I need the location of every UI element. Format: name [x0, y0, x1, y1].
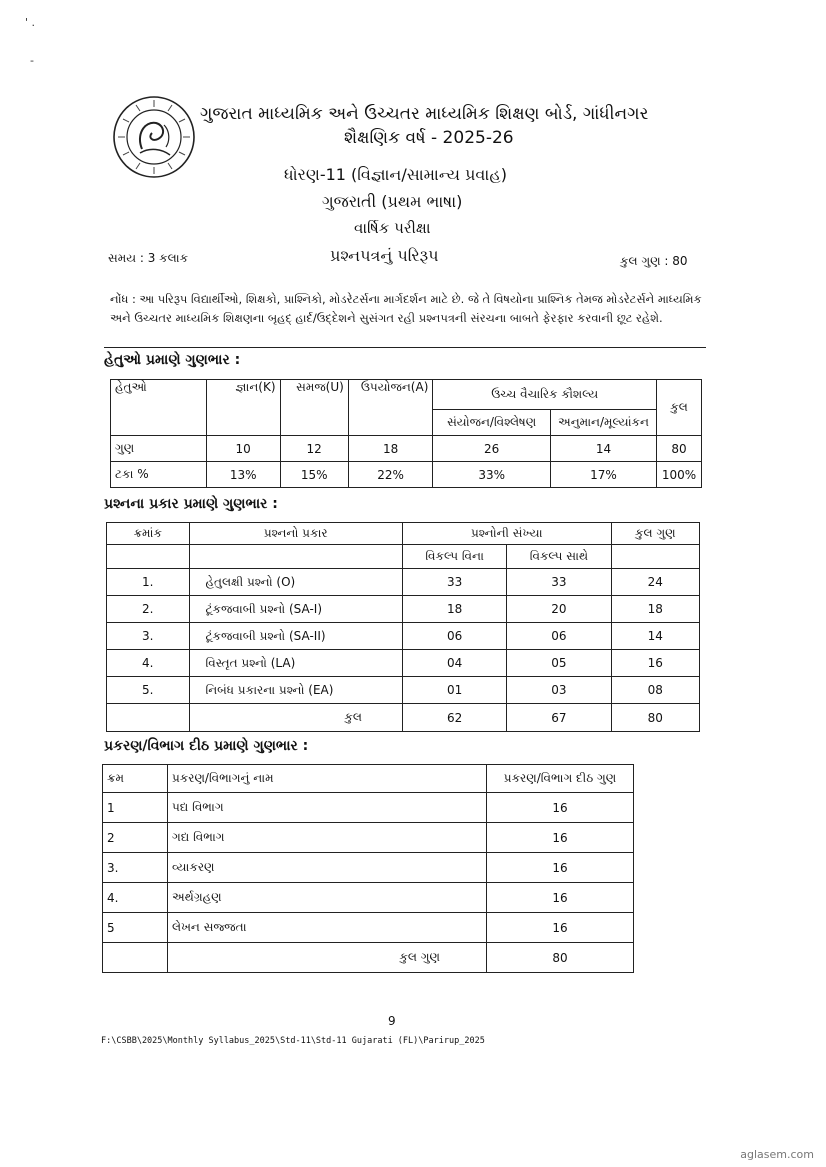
academic-year: શૈક્ષણિક વર્ષ - 2025-26 — [344, 128, 514, 148]
sections-title: પ્રકરણ/વિભાગ દીઠ પ્રમાણે ગુણભાર : — [104, 738, 309, 754]
table-row — [103, 913, 634, 943]
col-serial: ક્રમ — [103, 765, 168, 793]
table-row — [103, 823, 634, 853]
objectives-title: હેતુઓ પ્રમાણે ગુણભાર : — [104, 352, 241, 368]
cell: વિસ્તૃત પ્રશ્નો (LA) — [189, 650, 402, 677]
col-without-option: વિકલ્પ વિના — [402, 545, 506, 569]
cell: 16 — [487, 883, 634, 913]
cell: 5. — [107, 677, 190, 704]
cell: 12 — [280, 436, 348, 462]
col-evaluation: અનુમાન/મૂલ્યાંકન — [550, 410, 656, 436]
cell: 06 — [402, 623, 506, 650]
cell: 1 — [103, 793, 168, 823]
cell: 14 — [550, 436, 656, 462]
cell: પદ્ય વિભાગ — [168, 793, 487, 823]
cell: 01 — [402, 677, 506, 704]
total-label: કુલ — [189, 704, 402, 732]
cell: ગદ્ય વિભાગ — [168, 823, 487, 853]
cell: અર્થગ્રહણ — [168, 883, 487, 913]
question-types-table — [106, 522, 700, 732]
cell: 33 — [402, 569, 506, 596]
cell: 20 — [507, 596, 611, 623]
cell: 33 — [507, 569, 611, 596]
board-name: ગુજરાત માધ્યમિક અને ઉચ્ચતર માધ્યમિક શિક્ષણ બોર્ડ, ગાંધીનગર — [200, 104, 649, 124]
cell: 33% — [433, 462, 551, 488]
cell: 16 — [487, 913, 634, 943]
cell: ટૂંકજવાબી પ્રશ્નો (SA-II) — [189, 623, 402, 650]
col-question-count: પ્રશ્નોની સંખ્યા — [402, 523, 611, 545]
table-row — [107, 596, 700, 623]
scan-mark: ' . — [25, 16, 36, 29]
col-knowledge: જ્ઞાન(K) — [206, 380, 280, 436]
cell: 67 — [507, 704, 611, 732]
cell: લેખન સજ્જતા — [168, 913, 487, 943]
cell: 22% — [348, 462, 433, 488]
table-row — [107, 623, 700, 650]
col-total: કુલ — [657, 380, 702, 436]
cell: 2 — [103, 823, 168, 853]
cell: 4. — [103, 883, 168, 913]
cell: 26 — [433, 436, 551, 462]
col-objective: હેતુઓ — [111, 380, 207, 436]
objectives-table — [110, 379, 702, 488]
cell: 18 — [402, 596, 506, 623]
col-total-marks: કુલ ગુણ — [611, 523, 699, 545]
cell: 2. — [107, 596, 190, 623]
standard-title: ધોરણ-11 (વિજ્ઞાન/સામાન્ય પ્રવાહ) — [284, 165, 507, 184]
cell: નિબંધ પ્રકારના પ્રશ્નો (EA) — [189, 677, 402, 704]
cell: 80 — [611, 704, 699, 732]
cell: હેતુલક્ષી પ્રશ્નો (O) — [189, 569, 402, 596]
note-text: નોંધ : આ પરિરૂપ વિદ્યાર્થીઓ, શિક્ષકો, પ્રાશ્નિકો, મોડરેટર્સના માર્ગદર્શન માટે છે. જે તે વિષયોના પ્રાશ્નિક તેમજ મોડરેટર્સને માધ્યમિક અને ઉચ્ચતર માધ્યમિક શિક્ષણના બૃહદ્ હાર્દ/ઉદ્દેશને સુસંગત રહી પ્રશ્નપત્રની સંરચના બાબતે ફેરફાર કરવાની છૂટ રહેશે. — [110, 292, 702, 325]
col-application: ઉપયોજન(A) — [348, 380, 433, 436]
cell: 16 — [487, 823, 634, 853]
question-types-title: પ્રશ્નના પ્રકાર પ્રમાણે ગુણભાર : — [104, 496, 278, 512]
cell: 16 — [487, 853, 634, 883]
page-number: 9 — [388, 1014, 396, 1028]
col-section-name: પ્રકરણ/વિભાગનું નામ — [168, 765, 487, 793]
exam-total-marks: કુલ ગુણ : 80 — [620, 254, 688, 268]
col-section-marks: પ્રકરણ/વિભાગ દીઠ ગુણ — [487, 765, 634, 793]
scan-mark: - — [30, 54, 34, 67]
subject-title: ગુજરાતી (પ્રથમ ભાષા) — [322, 192, 463, 211]
table-row — [103, 793, 634, 823]
cell: 17% — [550, 462, 656, 488]
cell: 80 — [657, 436, 702, 462]
total-row — [103, 943, 634, 973]
table-row — [111, 436, 702, 462]
total-row — [107, 704, 700, 732]
cell: 15% — [280, 462, 348, 488]
cell: 5 — [103, 913, 168, 943]
exam-title: વાર્ષિક પરીક્ષા — [354, 219, 431, 237]
blueprint-title: પ્રશ્નપત્રનું પરિરૂપ — [330, 246, 439, 265]
col-analysis: સંયોજન/વિશ્લેષણ — [433, 410, 551, 436]
cell: 18 — [348, 436, 433, 462]
sections-table — [102, 764, 634, 973]
col-hots: ઉચ્ચ વૈચારિક કૌશલ્ય — [433, 380, 657, 410]
col-with-option: વિકલ્પ સાથે — [507, 545, 611, 569]
cell: 3. — [107, 623, 190, 650]
cell: 16 — [487, 793, 634, 823]
table-row — [107, 677, 700, 704]
cell: 13% — [206, 462, 280, 488]
cell: 14 — [611, 623, 699, 650]
cell: 08 — [611, 677, 699, 704]
col-understanding: સમજ(U) — [280, 380, 348, 436]
cell: 04 — [402, 650, 506, 677]
cell: ગુણ — [111, 436, 207, 462]
exam-time: સમય : 3 કલાક — [108, 251, 189, 265]
cell: 05 — [507, 650, 611, 677]
board-seal-logo — [112, 95, 196, 179]
cell: 18 — [611, 596, 699, 623]
cell: 10 — [206, 436, 280, 462]
cell: 62 — [402, 704, 506, 732]
table-row — [107, 569, 700, 596]
cell: 3. — [103, 853, 168, 883]
table-row — [107, 650, 700, 677]
watermark: aglasem.com — [740, 1148, 814, 1161]
cell: 1. — [107, 569, 190, 596]
total-label: કુલ ગુણ — [168, 943, 487, 973]
cell: 24 — [611, 569, 699, 596]
cell: ટકા % — [111, 462, 207, 488]
table-row — [103, 853, 634, 883]
cell: 100% — [657, 462, 702, 488]
col-serial: ક્રમાંક — [107, 523, 190, 545]
cell: 4. — [107, 650, 190, 677]
cell: 16 — [611, 650, 699, 677]
cell: ટૂંકજવાબી પ્રશ્નો (SA-I) — [189, 596, 402, 623]
file-path: F:\CSBB\2025\Monthly Syllabus_2025\Std-11\Std-11 Gujarati (FL)\Parirup_2025 — [101, 1036, 485, 1046]
cell: વ્યાકરણ — [168, 853, 487, 883]
cell: 03 — [507, 677, 611, 704]
cell: 06 — [507, 623, 611, 650]
table-row — [111, 462, 702, 488]
cell: 80 — [487, 943, 634, 973]
col-question-type: પ્રશ્નનો પ્રકાર — [189, 523, 402, 545]
table-row — [103, 883, 634, 913]
